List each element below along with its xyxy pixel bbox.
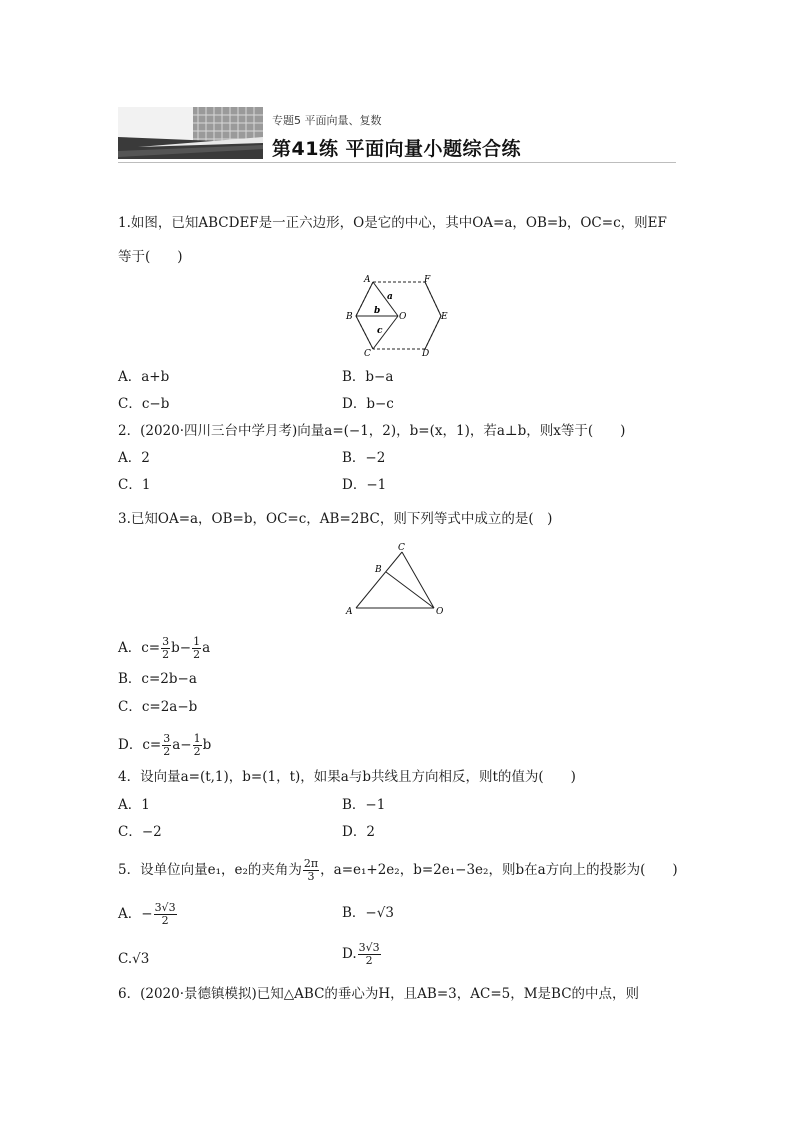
q3-option-d-suffix: b bbox=[202, 737, 212, 753]
page-title: 第41练 平面向量小题综合练 bbox=[272, 138, 522, 160]
q3-option-d-frac1 bbox=[162, 733, 171, 758]
q5-option-d bbox=[342, 942, 382, 967]
denominator: 2 bbox=[193, 648, 201, 661]
q3-triangle-figure bbox=[342, 540, 452, 624]
q1-label-D: D bbox=[422, 349, 430, 359]
q1-label-O: O bbox=[399, 312, 407, 322]
numerator: 3√3 bbox=[358, 941, 380, 954]
q5-stem bbox=[118, 858, 678, 883]
numerator: 1 bbox=[193, 732, 201, 745]
q3-option-a-prefix: A．c= bbox=[118, 640, 161, 656]
q4-option-b: B．−1 bbox=[342, 797, 386, 813]
q3-option-d-frac2 bbox=[193, 733, 202, 758]
q4-option-d: D．2 bbox=[342, 824, 375, 840]
header-subtitle: 专题5 平面向量、复数 bbox=[272, 114, 382, 127]
q5-option-d-prefix: D. bbox=[342, 946, 357, 962]
q1-option-a: A．a+b bbox=[118, 369, 170, 385]
numerator: 2π bbox=[303, 857, 319, 870]
denominator: 2 bbox=[193, 745, 201, 758]
q1-option-c: C．c−b bbox=[118, 396, 170, 412]
q1-label-b: b bbox=[374, 306, 381, 316]
denominator: 2 bbox=[161, 914, 169, 927]
q2-option-a: A．2 bbox=[118, 450, 150, 466]
q3-label-A: A bbox=[346, 607, 353, 617]
q4-option-a: A．1 bbox=[118, 797, 150, 813]
header-divider bbox=[118, 162, 676, 163]
denominator: 2 bbox=[162, 648, 170, 661]
q5-option-a bbox=[118, 902, 178, 927]
q1-label-F: F bbox=[424, 275, 431, 285]
q1-stem-line2: 等于( ) bbox=[118, 249, 183, 265]
q4-stem: 4．设向量a=(t,1)，b=(1，t)，如果a与b共线且方向相反，则t的值为( ) bbox=[118, 769, 576, 785]
q1-label-A: A bbox=[364, 275, 371, 285]
q1-hexagon-figure bbox=[340, 272, 460, 366]
q1-label-B: B bbox=[346, 312, 353, 322]
q3-label-C: C bbox=[398, 543, 405, 553]
q3-stem: 3.已知OA=a，OB=b，OC=c，AB=2BC，则下列等式中成立的是( ) bbox=[118, 511, 553, 527]
q2-stem: 2．(2020·四川三台中学月考)向量a=(−1，2)，b=(x，1)，若a⊥b，则x等于( ) bbox=[118, 423, 626, 439]
q3-label-O: O bbox=[436, 607, 444, 617]
header-banner-image bbox=[118, 107, 263, 159]
q1-option-d: D．b−c bbox=[342, 396, 394, 412]
q3-option-a-mid: b− bbox=[171, 640, 192, 656]
q3-option-a-frac1 bbox=[161, 636, 170, 661]
numerator: 3 bbox=[162, 635, 170, 648]
denominator: 3 bbox=[307, 870, 315, 883]
q5-angle-frac bbox=[303, 858, 319, 883]
q1-label-C: C bbox=[364, 349, 371, 359]
q1-option-b: B．b−a bbox=[342, 369, 394, 385]
numerator: 1 bbox=[193, 635, 201, 648]
q3-option-a bbox=[118, 636, 210, 661]
q3-label-B: B bbox=[375, 565, 382, 575]
q3-option-d-mid: a− bbox=[172, 737, 192, 753]
q6-stem: 6．(2020·景德镇模拟)已知△ABC的垂心为H，且AB=3，AC=5，M是BC的中点，则 bbox=[118, 986, 640, 1002]
q1-label-a: a bbox=[387, 292, 393, 302]
q3-option-d-prefix: D．c= bbox=[118, 737, 162, 753]
q2-option-b: B．−2 bbox=[342, 450, 386, 466]
q4-option-c: C．−2 bbox=[118, 824, 162, 840]
q1-label-c: c bbox=[377, 326, 383, 336]
q3-option-a-frac2 bbox=[192, 636, 201, 661]
numerator: 3 bbox=[163, 732, 171, 745]
q1-stem-line1: 1.如图，已知ABCDEF是一正六边形，O是它的中心，其中OA=a，OB=b，OC=c，则EF bbox=[118, 215, 667, 231]
q5-option-b: B．−√3 bbox=[342, 905, 394, 921]
numerator: 3√3 bbox=[154, 901, 176, 914]
q5-option-a-frac bbox=[154, 902, 177, 927]
denominator: 2 bbox=[163, 745, 171, 758]
q3-option-c: C．c=2a−b bbox=[118, 699, 198, 715]
q1-label-E: E bbox=[441, 312, 448, 322]
q5-stem-suffix: ，a=e₁+2e₂，b=2e₁−3e₂，则b在a方向上的投影为( ) bbox=[320, 862, 678, 878]
q5-option-c: C.√3 bbox=[118, 951, 150, 967]
q2-option-d: D．−1 bbox=[342, 477, 387, 493]
q5-stem-prefix: 5．设单位向量e₁，e₂的夹角为 bbox=[118, 862, 302, 878]
q3-option-b: B．c=2b−a bbox=[118, 671, 197, 687]
q5-option-a-prefix: A．− bbox=[118, 906, 153, 922]
q2-option-c: C．1 bbox=[118, 477, 151, 493]
q5-option-d-frac bbox=[358, 942, 381, 967]
q3-option-a-suffix: a bbox=[202, 640, 211, 656]
denominator: 2 bbox=[365, 954, 373, 967]
q3-option-d bbox=[118, 733, 211, 758]
